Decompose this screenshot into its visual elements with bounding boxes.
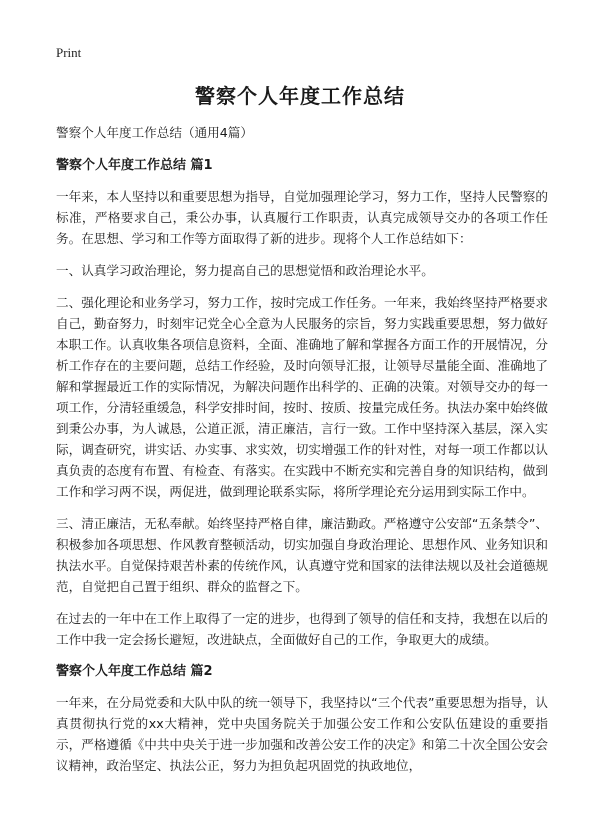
paragraph: 一、认真学习政治理论，努力提高自己的思想觉悟和政治理论水平。 [56,263,434,278]
document-body [56,122,548,787]
document-title: 警察个人年度工作总结 [195,84,405,108]
paragraph: 在过去的一年中在工作上取得了一定的进步，也得到了领导的信任和支持，我想在以后的工作中我一定会扬长避短，改进缺点，全面做好自己的工作，争取更大的成绩。 [56,611,548,647]
print-link[interactable]: Print [56,45,82,60]
paragraph: 二、强化理论和业务学习，努力工作，按时完成工作任务。一年来，我始终坚持严格要求自己，勤奋努力，时刻牢记党全心全意为人民服务的宗旨，努力实践重要思想，努力做好本职工作。认真收集各项信息资料，全面、准确地了解和掌握各方面工作的开展情况，分析工作存在的主要问题，总结工作经验，及时向领导汇报，让领导尽量能全面、准确地了解和掌握最近工作的实际情况，为解决问题作出科学的、正确的决策。对领导交办的每一项工作，分清轻重缓急，科学安排时间，按时、按质、按量完成任务。执法办案中始终做到秉公办事，为人诚恳，公道正派，清正廉洁，言行一致。工作中坚持深入基层，深入实际，调查研究，讲实话、办实事、求实效，切实增强工作的针对性，对每一项工作都以认真负责的态度有布置、有检查、有落实。在实践中不断充实和完善自身的知识结构，做到工作和学习两不误，两促进，做到理论联系实际，将所学理论充分运用到实际工作中。 [56,295,548,499]
section-heading: 警察个人年度工作总结 篇1 [56,158,213,173]
section-heading: 警察个人年度工作总结 篇2 [56,664,213,679]
paragraph: 一年来，本人坚持以和重要思想为指导，自觉加强理论学习，努力工作，坚持人民警察的标准，严格要求自己，秉公办事，认真履行工作职责，认真完成领导交办的各项工作任务。在思想、学习和工作等方面取得了新的进步。现将个人工作总结如下： [56,189,548,246]
paragraph: 一年来，在分局党委和大队中队的统一领导下，我坚持以“三个代表”重要思想为指导，认真贯彻执行党的xx大精神，党中央国务院关于加强公安工作和公安队伍建设的重要指示，严格遵循《中共中央关于进一步加强和改善公安工作的决定》和第二十次全国公安会议精神，政治坚定、执法公正，努力为担负起巩固党的执政地位， [56,695,548,773]
paragraph: 三、清正廉洁，无私奉献。始终坚持严格自律，廉洁勤政。严格遵守公安部“五条禁令”、积极参加各项思想、作风教育整顿活动，切实加强自身政治理论、思想作风、业务知识和执法水平。自觉保持艰苦朴素的传统作风，认真遵守党和国家的法律法规以及社会道德规范，自觉把自己置于组织、群众的监督之下。 [56,516,548,594]
document-subtitle: 警察个人年度工作总结（通用4篇） [56,125,253,140]
